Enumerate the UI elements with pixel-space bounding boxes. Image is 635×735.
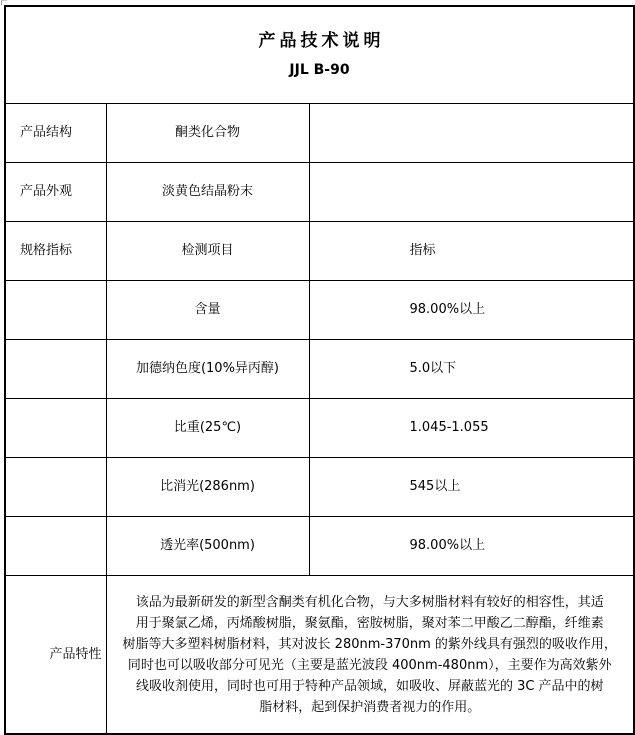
- row-value: 98.00%以上: [309, 517, 634, 576]
- feature-line: 同时也可以吸收部分可见光（主要是蓝光波段 400nm-480nm），主要作为高效紫外: [127, 657, 612, 673]
- feature-line: 树脂等大多塑料树脂材料，其对波长 280nm-370nm 的紫外线具有强烈的吸收作用，: [122, 636, 617, 652]
- table-row-content: [5, 281, 634, 340]
- row-item: 透光率(500nm): [106, 517, 309, 576]
- table-row-product-appearance: [5, 163, 634, 222]
- column-header-test-item: 检测项目: [106, 222, 309, 281]
- feature-line: 脂材料，起到保护消费者视力的作用。: [259, 699, 481, 715]
- table-row-specific-extinction: [5, 458, 634, 517]
- row-value: [309, 104, 634, 163]
- document-title: 产品技术说明: [258, 31, 385, 52]
- document-subtitle: JJL B-90: [289, 61, 350, 78]
- document-header-cell: [5, 6, 634, 104]
- column-header-index: 指标: [309, 222, 634, 281]
- row-value: [309, 163, 634, 222]
- row-label: 产品结构: [5, 104, 106, 163]
- row-value: 1.045-1.055: [309, 399, 634, 458]
- row-label: 规格指标: [5, 222, 106, 281]
- row-label: 产品外观: [5, 163, 106, 222]
- row-label: [5, 458, 106, 517]
- row-item: 淡黄色结晶粉末: [106, 163, 309, 222]
- feature-description: [106, 576, 634, 735]
- header-row: [5, 6, 634, 104]
- row-item: 加德纳色度(10%异丙醇): [106, 340, 309, 399]
- feature-line: 线吸收剂使用，同时也可用于特种产品领域，如吸收、屏蔽蓝光的 3C 产品中的树: [135, 678, 604, 694]
- product-spec-table: [4, 5, 635, 735]
- row-item: 比重(25℃): [106, 399, 309, 458]
- table-row-gardner-color: [5, 340, 634, 399]
- table-row-transmittance: [5, 517, 634, 576]
- row-value: 98.00%以上: [309, 281, 634, 340]
- feature-line: 该品为最新研发的新型含酮类有机化合物，与大多树脂材料有较好的相容性，其适: [135, 594, 604, 610]
- row-value: 5.0以下: [309, 340, 634, 399]
- table-row-product-features: [5, 576, 634, 735]
- row-label: [5, 399, 106, 458]
- row-value: 545以上: [309, 458, 634, 517]
- row-label: [5, 340, 106, 399]
- feature-label: 产品特性: [5, 576, 106, 735]
- table-row-product-structure: [5, 104, 634, 163]
- row-label: [5, 517, 106, 576]
- feature-line: 用于聚氯乙烯，丙烯酸树脂，聚氨酯，密胺树脂，聚对苯二甲酸乙二醇酯，纤维素: [135, 615, 604, 631]
- row-item: 比消光(286nm): [106, 458, 309, 517]
- row-item: 含量: [106, 281, 309, 340]
- row-item: 酮类化合物: [106, 104, 309, 163]
- table-row-spec-header: [5, 222, 634, 281]
- row-label: [5, 281, 106, 340]
- table-row-specific-gravity: [5, 399, 634, 458]
